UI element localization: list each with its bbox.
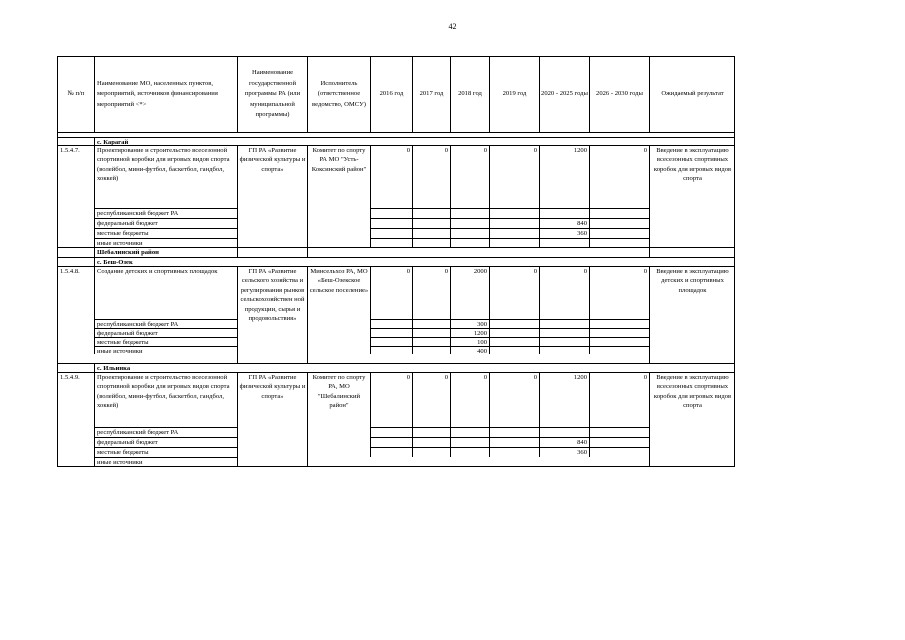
value-2017: 0 — [412, 372, 450, 427]
cell — [450, 228, 489, 238]
cell — [589, 208, 649, 218]
local-2020-2025: 360 — [539, 228, 589, 238]
value-2016: 0 — [370, 372, 412, 427]
local-2018: 100 — [450, 337, 489, 346]
cell — [589, 328, 649, 337]
cell — [412, 447, 450, 457]
expected-result: Введение в эксплуатацию всесезонных спортивных коробок для игровых видов спорта — [649, 145, 735, 257]
cell — [412, 337, 450, 346]
value-2017: 0 — [412, 145, 450, 208]
program-name: ГП РА «Развитие физической культуры и спорта» — [237, 372, 307, 467]
header-name: Наименование МО, населенных пунктов, мероприятий, источников финансирования мероприятий <*> — [94, 56, 237, 132]
value-2018: 0 — [450, 372, 489, 427]
program-name: ГП РА «Развитие физической культуры и спорта» — [237, 145, 307, 257]
federal-2018: 1200 — [450, 328, 489, 337]
cell — [589, 218, 649, 228]
activity-name: Проектирование и строительство всесезонной спортивной коробки для игровых видов спорта (волейбол, мини-футбол, баскетбол, гандбол, хоккей) — [94, 145, 237, 208]
value-2020-2025: 0 — [539, 266, 589, 319]
cell — [489, 208, 539, 218]
funding-federal: федеральный бюджет — [94, 437, 237, 447]
cell — [589, 437, 649, 447]
cell — [489, 228, 539, 238]
cell — [489, 427, 539, 437]
row-num: 1.5.4.8. — [57, 266, 94, 363]
cell — [489, 346, 539, 354]
federal-2020-2025: 840 — [539, 218, 589, 228]
funding-republic: республиканский бюджет РА — [94, 319, 237, 328]
funding-republic: республиканский бюджет РА — [94, 427, 237, 437]
value-2020-2025: 1200 — [539, 372, 589, 427]
cell — [370, 447, 412, 457]
cell — [450, 218, 489, 228]
empty-cell — [57, 247, 94, 257]
cell — [539, 319, 589, 328]
value-2018: 0 — [450, 145, 489, 208]
cell — [450, 427, 489, 437]
row-num: 1.5.4.9. — [57, 372, 94, 467]
value-2017: 0 — [412, 266, 450, 319]
page-number: 42 — [448, 22, 457, 31]
cell — [589, 337, 649, 346]
cell — [412, 437, 450, 447]
cell — [412, 218, 450, 228]
cell — [489, 447, 539, 457]
header-2020-2025: 2020 - 2025 годы — [539, 56, 589, 132]
program-name: ГП РА «Развитие сельского хозяйства и регулирования рынков сельскохозяйствен ной продукции, сырья и продовольствия» — [237, 266, 307, 363]
row-num: 1.5.4.7. — [57, 145, 94, 257]
value-2020-2025: 1200 — [539, 145, 589, 208]
value-2019: 0 — [489, 145, 539, 208]
cell — [412, 319, 450, 328]
header-program: Наименование государственной программы РА (или муниципальной программы) — [237, 56, 307, 132]
funding-local: местные бюджеты — [94, 228, 237, 238]
cell — [589, 319, 649, 328]
cell — [370, 228, 412, 238]
cell — [370, 427, 412, 437]
empty-cell — [57, 257, 94, 266]
header-executor: Исполнитель (ответственное ведомство, ОМСУ) — [307, 56, 370, 132]
funding-federal: федеральный бюджет — [94, 218, 237, 228]
cell — [539, 328, 589, 337]
cell — [370, 238, 412, 247]
local-2020-2025: 360 — [539, 447, 589, 457]
empty-cell — [237, 247, 735, 257]
funding-other: иные источники — [94, 457, 237, 467]
cell — [489, 437, 539, 447]
cell — [370, 437, 412, 447]
funding-other: иные источники — [94, 238, 237, 247]
header-2017: 2017 год — [412, 56, 450, 132]
value-2026-2030: 0 — [589, 266, 649, 319]
value-2016: 0 — [370, 145, 412, 208]
expected-result: Введение в эксплуатацию всесезонных спортивных коробок для игровых видов спорта — [649, 372, 735, 467]
funding-local: местные бюджеты — [94, 337, 237, 346]
cell — [539, 427, 589, 437]
cell — [412, 328, 450, 337]
value-2016: 0 — [370, 266, 412, 319]
budget-table — [57, 56, 735, 467]
executor-name: Комитет по спорту РА МО "Усть-Коксинский район" — [307, 145, 370, 257]
cell — [370, 218, 412, 228]
funding-federal: федеральный бюджет — [94, 328, 237, 337]
empty-cell — [57, 363, 94, 372]
cell — [370, 337, 412, 346]
cell — [412, 228, 450, 238]
cell — [450, 437, 489, 447]
village-ilinka: с. Ильинка — [94, 363, 735, 372]
header-2018: 2018 год — [450, 56, 489, 132]
activity-name: Проектирование и строительство всесезонной спортивной коробки для игровых видов спорта (волейбол, мини-футбол, баскетбол, гандбол, хоккей) — [94, 372, 237, 427]
cell — [539, 337, 589, 346]
cell — [370, 328, 412, 337]
cell — [489, 319, 539, 328]
cell — [412, 238, 450, 247]
expected-result: Введение в эксплуатацию детских и спортивных площадок — [649, 266, 735, 363]
value-2019: 0 — [489, 266, 539, 319]
cell — [589, 447, 649, 457]
cell — [589, 346, 649, 354]
federal-2020-2025: 840 — [539, 437, 589, 447]
cell — [589, 228, 649, 238]
activity-name: Создание детских и спортивных площадок — [94, 266, 237, 319]
value-2019: 0 — [489, 372, 539, 427]
header-result: Ожидаемый результат — [649, 56, 735, 132]
republic-2018: 300 — [450, 319, 489, 328]
executor-name: Комитет по спорту РА, МО "Шебалинский район" — [307, 372, 370, 467]
cell — [589, 238, 649, 247]
cell — [539, 208, 589, 218]
village-karagay: с. Карагай — [94, 137, 735, 145]
cell — [370, 208, 412, 218]
executor-name: Минсельхоз РА, МО «Беш-Озекское сельское поселение» — [307, 266, 370, 363]
cell — [450, 238, 489, 247]
funding-local: местные бюджеты — [94, 447, 237, 457]
cell — [370, 319, 412, 328]
cell — [589, 427, 649, 437]
other-2018: 400 — [450, 346, 489, 354]
cell — [412, 208, 450, 218]
cell — [450, 447, 489, 457]
village-besh-ozek: с. Беш-Озек — [94, 257, 735, 266]
district-shebalinsky: Шебалинский район — [94, 247, 237, 257]
value-2018: 2000 — [450, 266, 489, 319]
header-num: № п/п — [57, 56, 94, 132]
cell — [489, 337, 539, 346]
cell — [489, 328, 539, 337]
cell — [370, 346, 412, 354]
funding-republic: республиканский бюджет РА — [94, 208, 237, 218]
cell — [539, 238, 589, 247]
cell — [539, 346, 589, 354]
header-2026-2030: 2026 - 2030 годы — [589, 56, 649, 132]
cell — [412, 346, 450, 354]
header-2016: 2016 год — [370, 56, 412, 132]
value-2026-2030: 0 — [589, 372, 649, 427]
cell — [412, 427, 450, 437]
empty-cell — [57, 137, 94, 145]
cell — [489, 238, 539, 247]
funding-other: иные источники — [94, 346, 237, 354]
header-2019: 2019 год — [489, 56, 539, 132]
value-2026-2030: 0 — [589, 145, 649, 208]
cell — [489, 218, 539, 228]
cell — [450, 208, 489, 218]
